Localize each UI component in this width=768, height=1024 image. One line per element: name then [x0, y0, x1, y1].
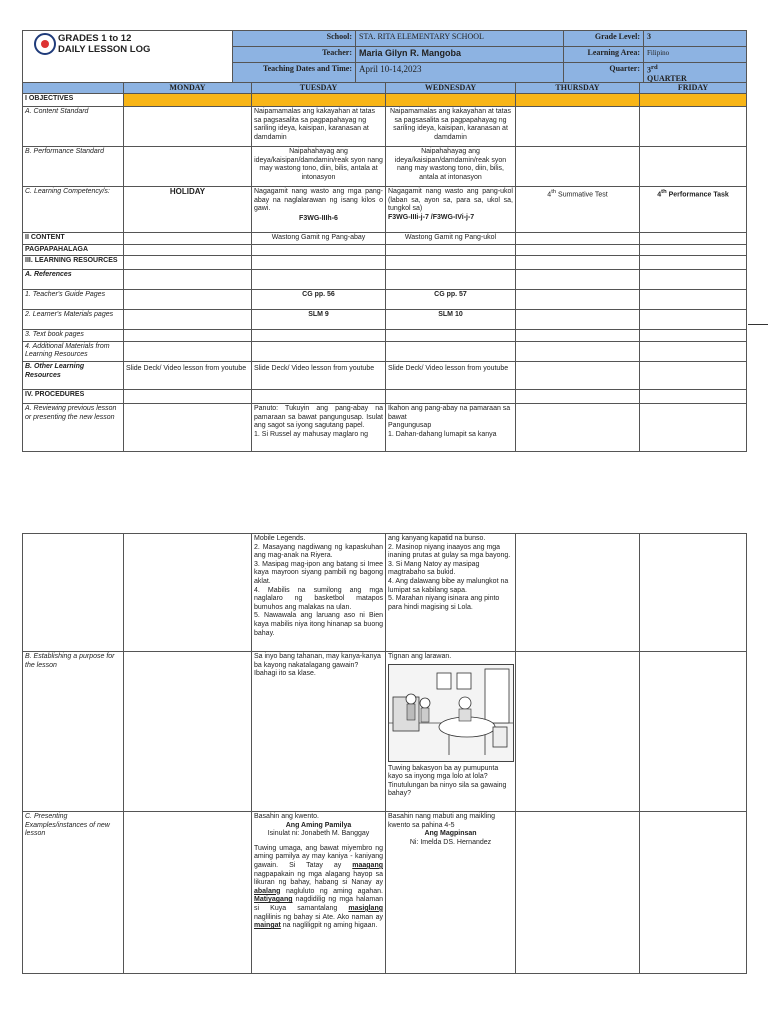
title-cell: [23, 31, 233, 85]
content-tue: Wastong Gamit ng Pang-abay: [252, 233, 386, 245]
margin-line: [748, 324, 768, 325]
competency-tue: Nagagamit nang wasto ang mga pang-abay na naglalarawan ng isang kilos o gawi. F3WG-IIIh-6: [252, 187, 386, 233]
reviewing-label: A. Reviewing previous lesson or presenting the new lesson: [23, 403, 124, 451]
day-friday: FRIDAY: [640, 83, 747, 94]
teachers-guide-wed: CG pp. 57: [386, 290, 516, 310]
competency-code-wed: F3WG-IIIi-j-7 /F3WG-IVi-j-7: [388, 213, 475, 221]
story-text: Tuwing umaga, ang bawat miyembro ng aming pamilya ay may kaniya - kaniyang gawain. Si Tatay ay maagang nagpapakain ng mga alagang hayop sa likuran ng bahay, habang si Nanay ay abalang nagluluto ng aming agahan. Matiyagang nagdidilig ng mga halaman si Kuya samantalang masiglang naglilinis ng bahay si Ate. Ako naman ay maingat na nagliligpit ng aming higaan.: [254, 844, 383, 930]
title-line1: GRADES 1 to 12: [58, 33, 132, 44]
teacher-label: Teacher:: [233, 47, 356, 63]
day-monday: MONDAY: [124, 83, 252, 94]
teachers-guide-label: 1. Teacher's Guide Pages: [23, 290, 124, 310]
quarter-value: 3rd QUARTER: [644, 63, 747, 85]
performance-standard-wed: Naipahahayag ang ideya/kaisipan/damdamin/reak syon nang may wastong tono, diin, bilis, antala at intonasyon: [386, 147, 516, 187]
purpose-tue: Sa inyo bang tahanan, may kanya-kanya ba kayong nakatalagang gawain? Ibahagi ito sa klase.: [252, 652, 386, 812]
reviewing-wed: Ikahon ang pang-abay na pamaraan sa bawat Pangungusap 1. Dahan-dahang lumapit sa kanya: [386, 403, 516, 451]
grade-value: 3: [644, 31, 747, 47]
learners-materials-wed: SLM 10: [386, 310, 516, 330]
objectives-label: I OBJECTIVES: [23, 94, 124, 107]
procedures-label: IV. PROCEDURES: [23, 389, 124, 403]
lesson-log-table-page2: [22, 533, 747, 974]
content-standard-wed: Naipamamalas ang kakayahan at tatas sa pagsasalita sa pagpapahayag ng sariling ideya, kaisipan, karanasan at damdamin: [386, 107, 516, 147]
dates-value: April 10-14,2023: [356, 63, 564, 85]
additional-materials-label: 4. Additional Materials from Learning Resources: [23, 341, 124, 361]
reviewing-tue: Panuto: Tukuyin ang pang-abay na pamaraan sa bawat pangungusap. Isulat ang sagot sa iyong sagutang papel. 1. Si Russel ay mahusay maglaro ng: [252, 403, 386, 451]
day-tuesday: TUESDAY: [252, 83, 386, 94]
textbook-label: 3. Text book pages: [23, 330, 124, 342]
learners-materials-tue: SLM 9: [252, 310, 386, 330]
area-label: Learning Area:: [564, 47, 644, 63]
learning-resources-label: III. LEARNING RESOURCES: [23, 256, 124, 270]
performance-task-cell: 4th Performance Task: [640, 187, 747, 233]
day-thursday: THURSDAY: [516, 83, 640, 94]
content-wed: Wastong Gamit ng Pang-ukol: [386, 233, 516, 245]
header-table: [22, 30, 747, 85]
title-line2: DAILY LESSON LOG: [58, 44, 151, 55]
lesson-illustration: [388, 664, 514, 762]
presenting-label: C. Presenting Examples/instances of new lesson: [23, 812, 124, 974]
learners-materials-label: 2. Learner's Materials pages: [23, 310, 124, 330]
references-label: A. References: [23, 270, 124, 290]
area-value: Filipino: [644, 47, 747, 63]
other-resources-tue: Slide Deck/ Video lesson from youtube: [252, 361, 386, 389]
story2-title: Ang Magpinsan: [424, 830, 477, 838]
school-value: STA. RITA ELEMENTARY SCHOOL: [356, 31, 564, 47]
competency-wed: Nagagamit nang wasto ang pang-ukol (laban sa, ayon sa, para sa, ukol sa, tungkol sa) F3WG-IIIi-j-7 /F3WG-IVi-j-7: [386, 187, 516, 233]
other-resources-wed: Slide Deck/ Video lesson from youtube: [386, 361, 516, 389]
content-standard-label: A. Content Standard: [23, 107, 124, 147]
purpose-label: B. Establishing a purpose for the lesson: [23, 652, 124, 812]
purpose-wed: Tignan ang larawan. Tuwing bakasyon ba ay pumupunta kayo sa inyong mga lolo at lola? Tinutulungan ba ninyo sila sa gawaing bahay?: [386, 652, 516, 812]
story2-author: Ni: Imelda DS. Hernandez: [409, 838, 492, 846]
reviewing-wed-cont: ang kanyang kapatid na bunso. 2. Masinop niyang inaayos ang mga inaning prutas at gulay sa mga bayong. 3. Si Mang Natoy ay masipag magtrabaho sa bukid. 4. Ang dalawang bibe ay malungkot na lumipat sa kabilang sapa. 5. Marahan niyang isinara ang pinto para hindi magising si Lola.: [386, 534, 516, 652]
pagpapahalaga-label: PAGPAPAHALAGA: [23, 244, 124, 256]
performance-standard-tue: Naipahahayag ang ideya/kaisipan/damdamin/reak syon nang may wastong tono, diin, bilis, antala at intonasyon: [252, 147, 386, 187]
corner-cell: [23, 83, 124, 94]
story-author: Isinulat ni: Jonabeth M. Banggay: [267, 830, 370, 838]
day-wednesday: WEDNESDAY: [386, 83, 516, 94]
competency-code-tue: F3WG-IIIh-6: [299, 214, 338, 222]
quarter-label: Quarter:: [564, 63, 644, 85]
presenting-wed: Basahin nang mabuti ang maikling kwento sa pahina 4-5 Ang Magpinsan Ni: Imelda DS. Hernandez: [386, 812, 516, 974]
lesson-log-table: [22, 82, 747, 452]
story-title: Ang Aming Pamilya: [285, 821, 352, 829]
presenting-tue: Basahin ang kwento. Ang Aming Pamilya Isinulat ni: Jonabeth M. Banggay Tuwing umaga, ang bawat miyembro ng aming pamilya ay may kaniya - kaniyang gawain. Si Tatay ay maagang nagpapakain ng mga alagang hayop sa likuran ng bahay, habang si Nanay ay abalang nagluluto ng aming agahan. Matiyagang nagdidilig ng mga halaman si Kuya samantalang masiglang naglilinis ng bahay si Ate. Ako naman ay maingat na nagliligpit ng aming higaan.: [252, 812, 386, 974]
summative-test-cell: 4th Summative Test: [516, 187, 640, 233]
teacher-value: Maria Gilyn R. Mangoba: [356, 47, 564, 63]
teachers-guide-tue: CG pp. 56: [252, 290, 386, 310]
dates-label: Teaching Dates and Time:: [233, 63, 356, 85]
content-label: II CONTENT: [23, 233, 124, 245]
other-resources-label: B. Other Learning Resources: [23, 361, 124, 389]
performance-standard-label: B. Performance Standard: [23, 147, 124, 187]
content-standard-tue: Naipamamalas ang kakayahan at tatas sa pagsasalita sa pagpapahayag ng sariling ideya, kaisipan, karanasan at damdamin: [252, 107, 386, 147]
holiday-cell: HOLIDAY: [124, 187, 252, 233]
competency-label: C. Learning Competency/s:: [23, 187, 124, 233]
reviewing-tue-cont: Mobile Legends. 2. Masayang nagdiwang ng kapaskuhan ang mag-anak na Riyera. 3. Masipag mag-ipon ang batang si Imee kaya mayroon siyang pambili ng bagong aklat. 4. Mabilis na sumilong ang mga naglalaro ng basketbol matapos bumuhos ang malakas na ulan. 5. Nawawala ang laruang aso ni Bien kaya mabilis niya itong hinanap sa buong bahay.: [252, 534, 386, 652]
other-resources-mon: Slide Deck/ Video lesson from youtube: [124, 361, 252, 389]
school-label: School:: [233, 31, 356, 47]
grade-label: Grade Level:: [564, 31, 644, 47]
